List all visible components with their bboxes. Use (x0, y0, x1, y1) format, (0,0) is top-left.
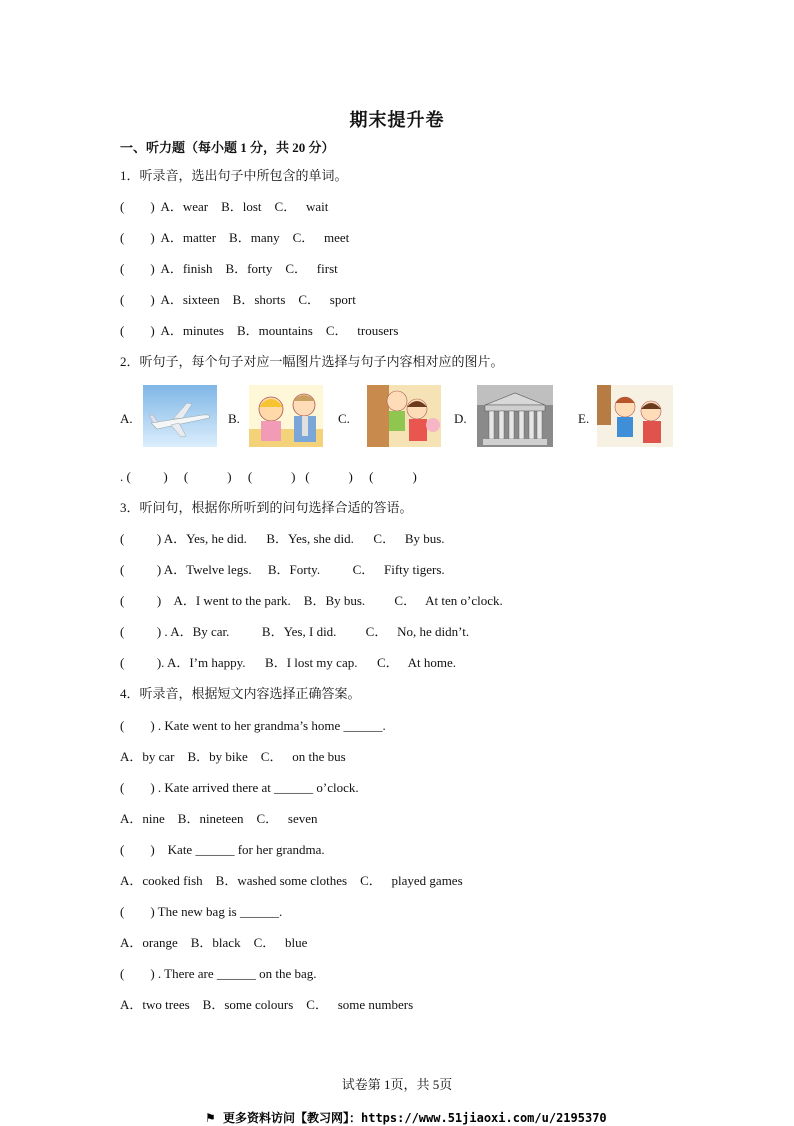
question-1-item: ( ) A．sixteen B．shorts C． sport (120, 292, 356, 307)
question-1-item: ( ) A．matter B．many C． meet (120, 230, 350, 245)
question-4-line: A．nine B．nineteen C． seven (120, 811, 318, 826)
picture-label-c: C. (338, 411, 350, 426)
picture-label-d: D. (454, 411, 467, 426)
question-4-line: A．by car B．by bike C． on the bus (120, 749, 346, 764)
question-3-item: ( ) A．Yes, he did. B．Yes, she did. C． By bus. (120, 531, 445, 546)
page-footer: 试卷第 1页，共 5页 (341, 1077, 453, 1092)
question-3-item: ( ). A．I’m happy. B．I lost my cap. C． At home. (120, 655, 457, 670)
picture-label-b: B. (228, 411, 240, 426)
question-4-instruction: 4．听录音，根据短文内容选择正确答案。 (120, 686, 361, 701)
flag-icon: ⚑ (205, 1111, 216, 1125)
question-1-item: ( ) A．minutes B．mountains C． trousers (120, 323, 399, 338)
question-3-item: ( ) A．Twelve legs. B．Forty. C． Fifty tigers. (120, 562, 445, 577)
picture-label-a: A. (120, 411, 133, 426)
teacher-and-girl-picture (249, 385, 323, 447)
question-2-instruction: 2．听句子，每个句子对应一幅图片选择与句子内容相对应的图片。 (120, 354, 504, 369)
promo-link[interactable] (205, 1109, 607, 1126)
promo-text: 更多资料访问【教习网】：https://www.51jiaoxi.com/u/2195370 (223, 1111, 607, 1125)
boy-and-girl-picture (597, 385, 673, 447)
question-4-line: ( ) . Kate went to her grandma’s home ______. (120, 718, 386, 733)
question-1-item: ( ) A．finish B．forty C． first (120, 261, 338, 276)
question-4-line: ( ) . There are ______ on the bag. (120, 966, 317, 981)
building-picture (477, 385, 553, 447)
children-picture (367, 385, 441, 447)
question-4-line: A．two trees B．some colours C． some numbers (120, 997, 414, 1012)
question-4-line: A．orange B．black C． blue (120, 935, 308, 950)
question-3-item: ( ) A．I went to the park. B．By bus. C． At ten o’clock. (120, 593, 503, 608)
section-header: 一、听力题（每小题 1 分，共 20 分） (120, 140, 335, 155)
question-4-line: ( ) The new bag is ______. (120, 904, 283, 919)
page-title: 期末提升卷 (349, 110, 445, 130)
question-4-line: A．cooked fish B．washed some clothes C． played games (120, 873, 463, 888)
question-4-line: ( ) Kate ______ for her grandma. (120, 842, 325, 857)
question-2-answer-line: . ( ) ( ) ( ) ( ) ( ) (120, 469, 417, 484)
question-1-instruction: 1．听录音，选出句子中所包含的单词。 (120, 168, 348, 183)
airplane-picture (143, 385, 217, 447)
picture-label-e: E. (578, 411, 590, 426)
question-3-item: ( ) . A．By car. B．Yes, I did. C． No, he didn’t. (120, 624, 470, 639)
question-1-item: ( ) A．wear B．lost C． wait (120, 199, 329, 214)
question-3-instruction: 3．听问句，根据你所听到的问句选择合适的答语。 (120, 500, 413, 515)
question-4-line: ( ) . Kate arrived there at ______ o’clock. (120, 780, 359, 795)
